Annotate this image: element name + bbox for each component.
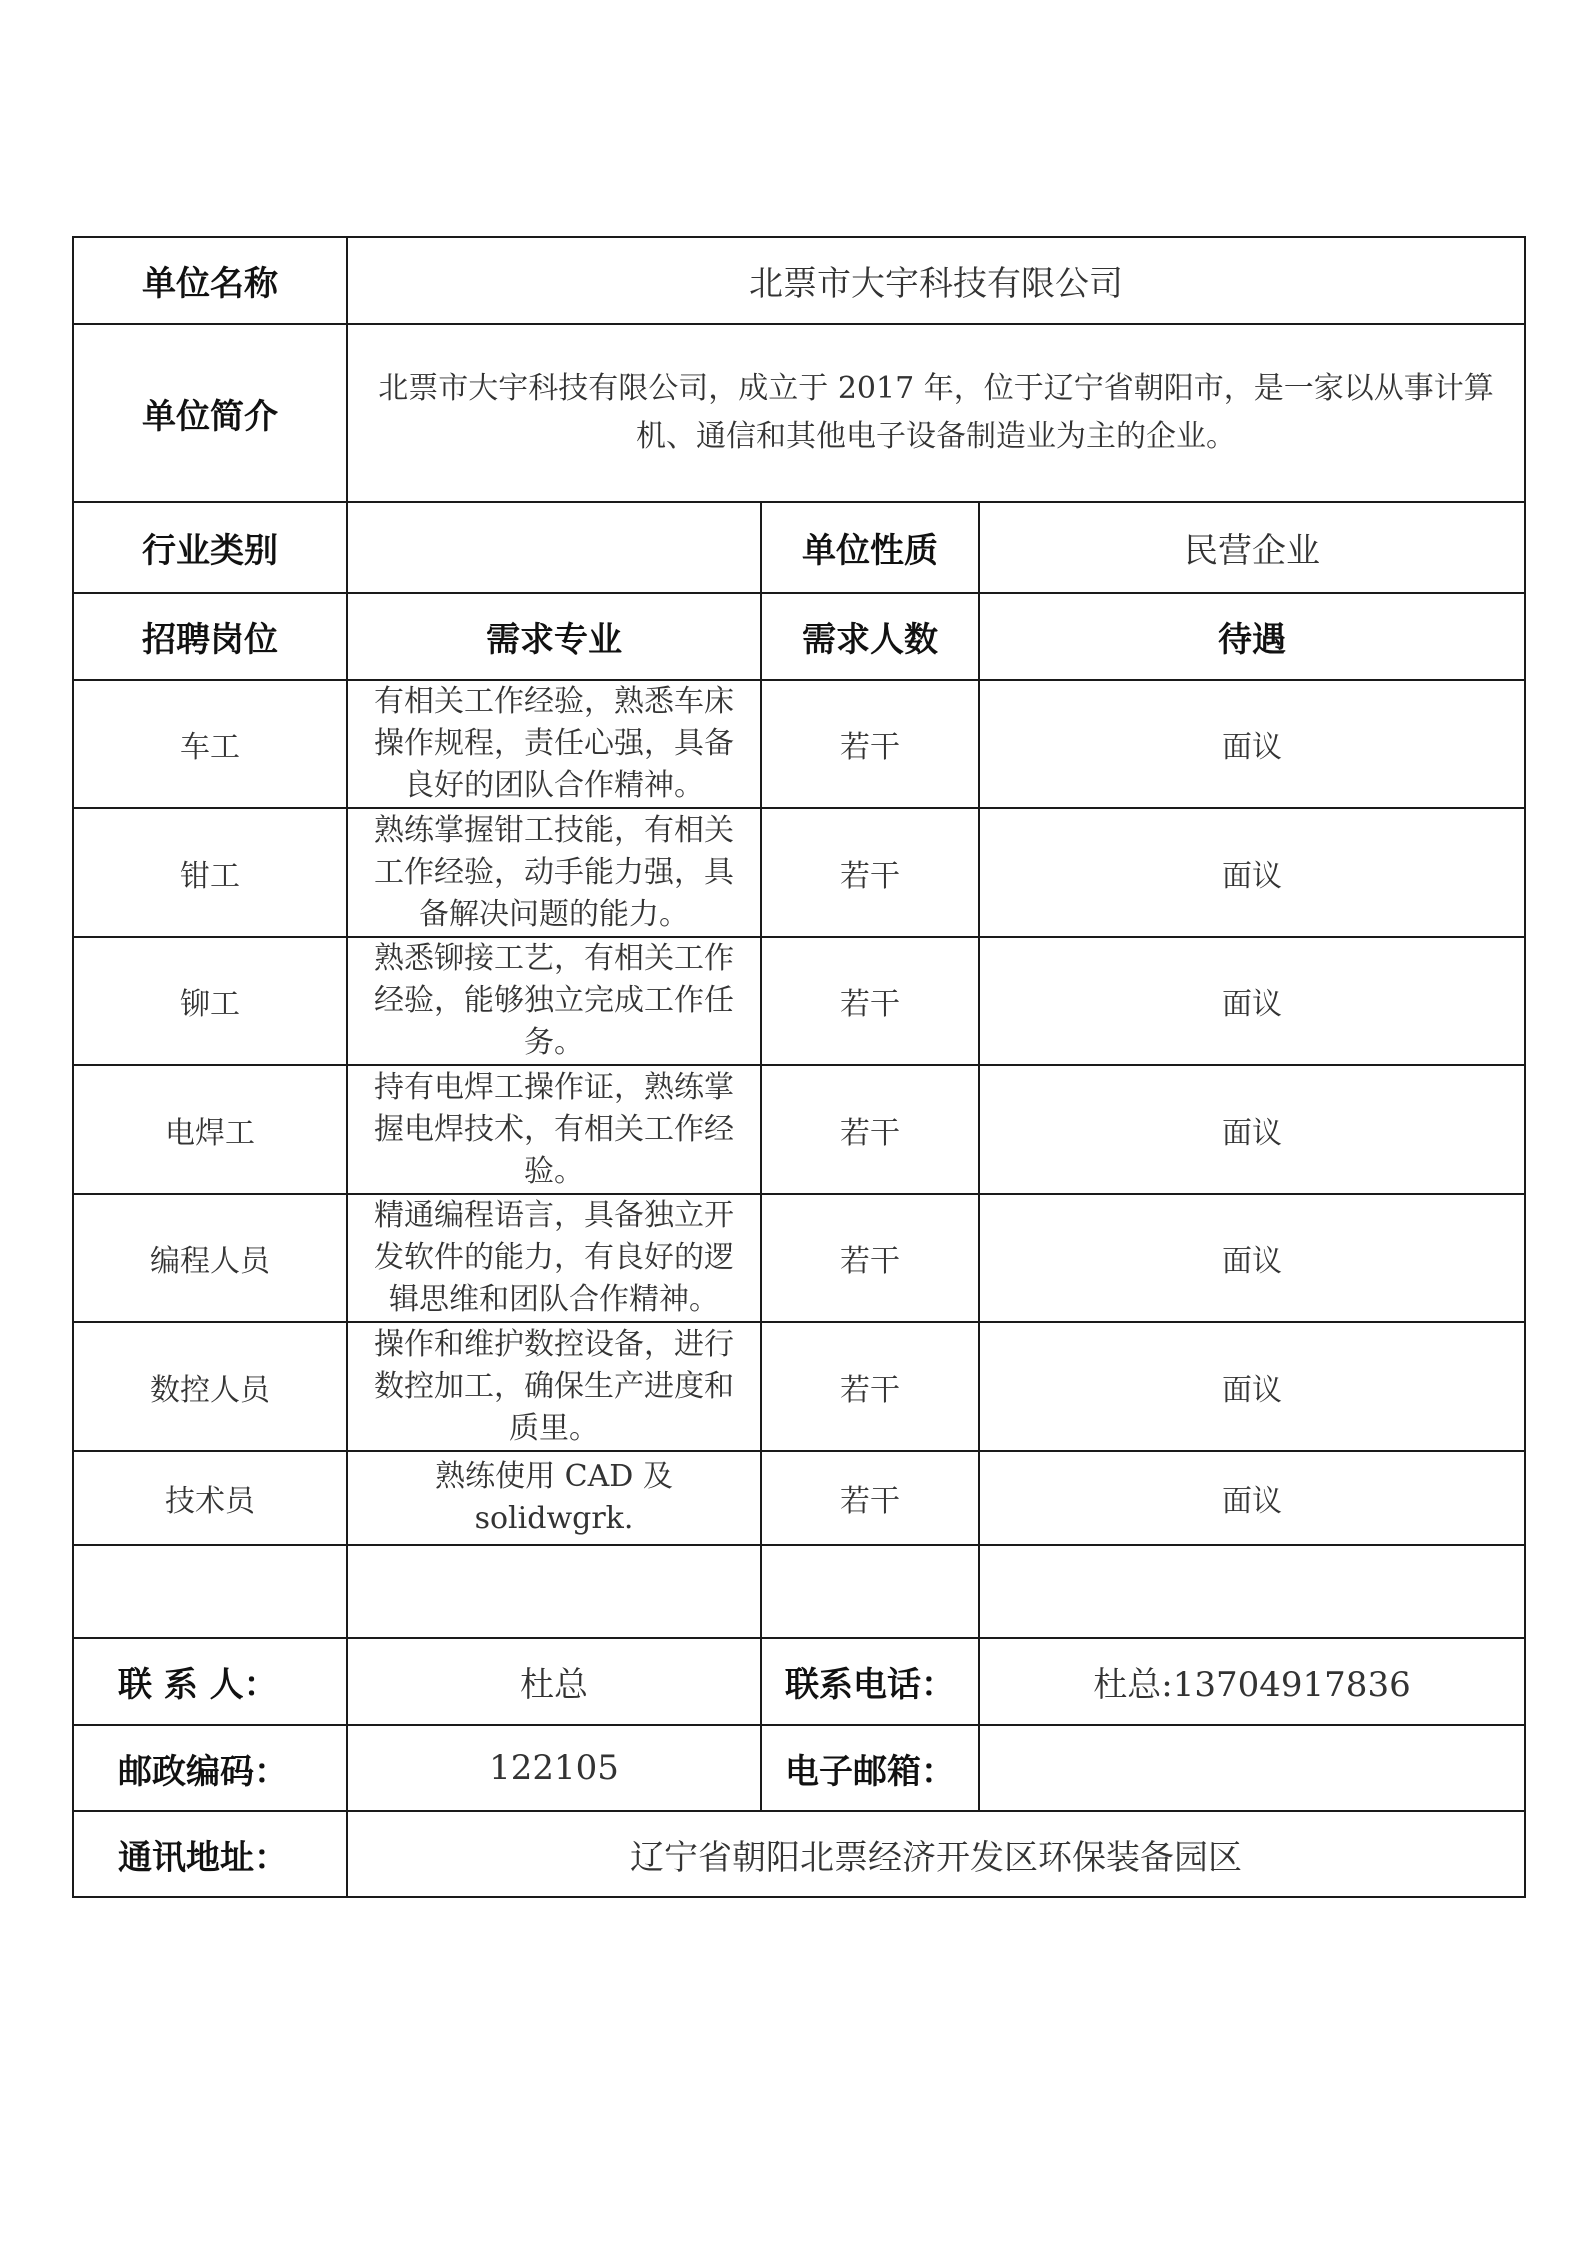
job-position: 数控人员 [73, 1322, 347, 1451]
job-position: 技术员 [73, 1451, 347, 1545]
industry-label: 行业类别 [73, 502, 347, 593]
job-salary: 面议 [979, 808, 1525, 937]
company-intro-label: 单位简介 [73, 324, 347, 502]
company-name-label: 单位名称 [73, 237, 347, 324]
job-count: 若干 [761, 1194, 979, 1322]
company-intro-row [73, 324, 1525, 502]
job-position: 电焊工 [73, 1065, 347, 1194]
job-count: 若干 [761, 1451, 979, 1545]
job-count: 若干 [761, 680, 979, 808]
job-salary: 面议 [979, 937, 1525, 1065]
contact-person-label: 联 系 人： [73, 1638, 347, 1725]
header-major: 需求专业 [347, 593, 761, 680]
email-value [979, 1725, 1525, 1811]
job-salary: 面议 [979, 1451, 1525, 1545]
company-name-value: 北票市大宇科技有限公司 [347, 237, 1525, 324]
contact-phone-label: 联系电话： [761, 1638, 979, 1725]
job-count: 若干 [761, 808, 979, 937]
job-count: 若干 [761, 1322, 979, 1451]
postcode-label: 邮政编码： [73, 1725, 347, 1811]
table-row [73, 808, 1525, 937]
postcode-value: 122105 [347, 1725, 761, 1811]
address-value: 辽宁省朝阳北票经济开发区环保装备园区 [347, 1811, 1525, 1897]
contact-phone-value: 杜总:13704917836 [979, 1638, 1525, 1725]
job-salary: 面议 [979, 1065, 1525, 1194]
job-requirement: 有相关工作经验，熟悉车床操作规程，责任心强，具备良好的团队合作精神。 [347, 680, 761, 808]
job-position: 铆工 [73, 937, 347, 1065]
job-count: 若干 [761, 937, 979, 1065]
table-row [73, 1322, 1525, 1451]
address-row [73, 1811, 1525, 1897]
job-requirement: 熟悉铆接工艺，有相关工作经验，能够独立完成工作任务。 [347, 937, 761, 1065]
header-salary: 待遇 [979, 593, 1525, 680]
table-row [73, 1451, 1525, 1545]
contact-row [73, 1638, 1525, 1725]
job-position: 编程人员 [73, 1194, 347, 1322]
empty-cell [347, 1545, 761, 1638]
empty-cell [73, 1545, 347, 1638]
header-position: 招聘岗位 [73, 593, 347, 680]
job-salary: 面议 [979, 680, 1525, 808]
job-position: 钳工 [73, 808, 347, 937]
header-count: 需求人数 [761, 593, 979, 680]
job-requirement: 熟练掌握钳工技能，有相关工作经验，动手能力强，具备解决问题的能力。 [347, 808, 761, 937]
recruitment-form-table [72, 236, 1526, 1898]
email-label: 电子邮箱： [761, 1725, 979, 1811]
address-label: 通讯地址： [73, 1811, 347, 1897]
table-row [73, 937, 1525, 1065]
job-requirement: 持有电焊工操作证，熟练掌握电焊技术，有相关工作经验。 [347, 1065, 761, 1194]
job-requirement: 熟练使用 CAD 及 solidwgrk. [347, 1451, 761, 1545]
job-position: 车工 [73, 680, 347, 808]
job-requirement: 操作和维护数控设备，进行数控加工，确保生产进度和质里。 [347, 1322, 761, 1451]
job-salary: 面议 [979, 1194, 1525, 1322]
postcode-row [73, 1725, 1525, 1811]
job-salary: 面议 [979, 1322, 1525, 1451]
jobs-header-row [73, 593, 1525, 680]
empty-cell [979, 1545, 1525, 1638]
industry-row [73, 502, 1525, 593]
job-requirement: 精通编程语言，具备独立开发软件的能力，有良好的逻辑思维和团队合作精神。 [347, 1194, 761, 1322]
table-row [73, 680, 1525, 808]
nature-value: 民营企业 [979, 502, 1525, 593]
empty-row [73, 1545, 1525, 1638]
company-intro-value: 北票市大宇科技有限公司，成立于 2017 年，位于辽宁省朝阳市，是一家以从事计算机、通信和其他电子设备制造业为主的企业。 [347, 324, 1525, 502]
nature-label: 单位性质 [761, 502, 979, 593]
industry-value [347, 502, 761, 593]
company-name-row [73, 237, 1525, 324]
table-row [73, 1065, 1525, 1194]
empty-cell [761, 1545, 979, 1638]
table-row [73, 1194, 1525, 1322]
job-count: 若干 [761, 1065, 979, 1194]
contact-person-value: 杜总 [347, 1638, 761, 1725]
